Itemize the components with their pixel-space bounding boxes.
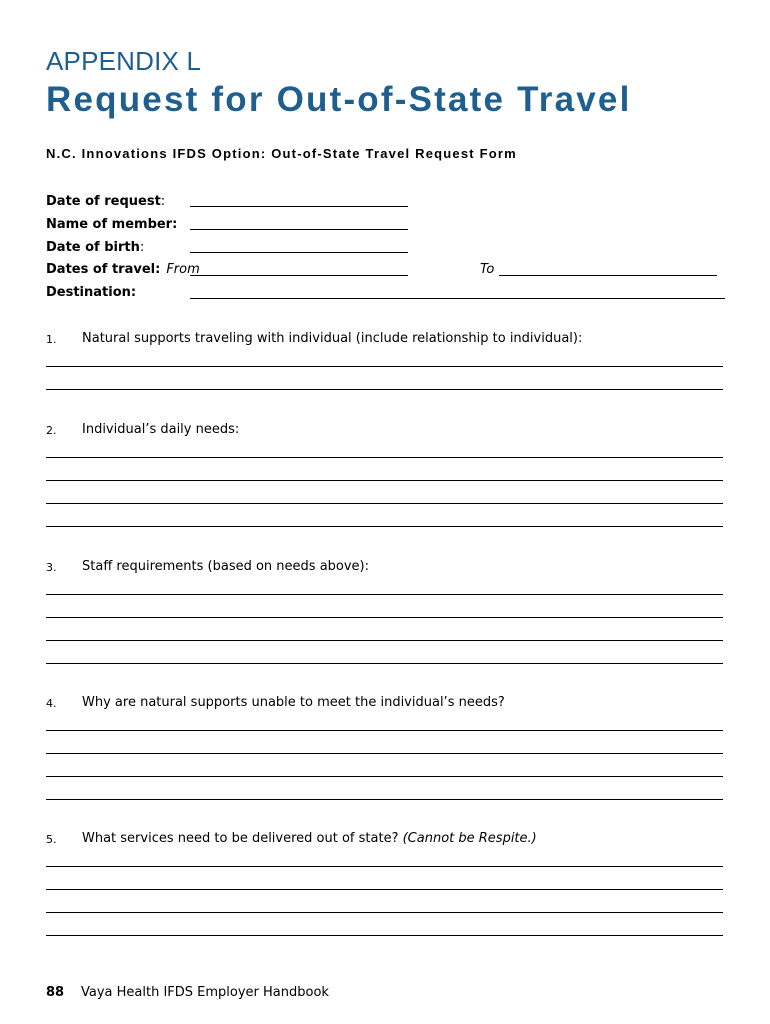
answer-line[interactable]	[46, 457, 723, 458]
name-of-member-label: Name of member:	[46, 217, 178, 232]
answer-line[interactable]	[46, 663, 723, 664]
answer-line[interactable]	[46, 866, 723, 867]
date-of-birth-label	[46, 240, 144, 255]
travel-to-field[interactable]	[499, 275, 717, 276]
colon: :	[139, 240, 145, 255]
date-of-request-label	[46, 194, 165, 209]
question-5-text	[82, 831, 537, 846]
answer-line[interactable]	[46, 776, 723, 777]
answer-line[interactable]	[46, 480, 723, 481]
dates-of-travel-label	[46, 262, 200, 277]
question-1-number: 1.	[46, 333, 57, 346]
page-title: Request for Out-of-State Travel	[46, 80, 632, 119]
answer-line[interactable]	[46, 526, 723, 527]
to-label: To	[480, 262, 495, 277]
question-5-main-text: What services need to be delivered out of state?	[82, 831, 399, 846]
answer-line[interactable]	[46, 730, 723, 731]
answer-line[interactable]	[46, 640, 723, 641]
question-2-number: 2.	[46, 424, 57, 437]
destination-field[interactable]	[190, 298, 725, 299]
question-5-note: (Cannot be Respite.)	[402, 831, 537, 846]
date-of-request-field[interactable]	[190, 206, 408, 207]
answer-line[interactable]	[46, 594, 723, 595]
form-subtitle: N.C. Innovations IFDS Option: Out-of-State Travel Request Form	[46, 146, 517, 161]
date-of-birth-field[interactable]	[190, 252, 408, 253]
page-number: 88	[46, 985, 65, 1000]
answer-line[interactable]	[46, 366, 723, 367]
answer-line[interactable]	[46, 503, 723, 504]
answer-line[interactable]	[46, 912, 723, 913]
answer-line[interactable]	[46, 753, 723, 754]
appendix-label: APPENDIX L	[46, 46, 202, 76]
question-5-number: 5.	[46, 833, 57, 846]
dates-of-travel-text: Dates of travel:	[46, 262, 161, 277]
question-3-text: Staff requirements (based on needs above):	[82, 559, 370, 574]
colon: :	[160, 194, 166, 209]
question-1-text: Natural supports traveling with individual (include relationship to individual):	[82, 331, 583, 346]
question-4-text: Why are natural supports unable to meet the individual’s needs?	[82, 695, 505, 710]
date-of-request-text: Date of request	[46, 194, 161, 209]
answer-line[interactable]	[46, 889, 723, 890]
question-2-text: Individual’s daily needs:	[82, 422, 240, 437]
question-3-number: 3.	[46, 561, 57, 574]
travel-from-field[interactable]	[190, 275, 408, 276]
answer-line[interactable]	[46, 935, 723, 936]
answer-line[interactable]	[46, 389, 723, 390]
question-4-number: 4.	[46, 697, 57, 710]
answer-line[interactable]	[46, 799, 723, 800]
from-label: From	[166, 262, 200, 277]
date-of-birth-text: Date of birth	[46, 240, 140, 255]
footer-handbook-title: Vaya Health IFDS Employer Handbook	[81, 985, 329, 1000]
answer-line[interactable]	[46, 617, 723, 618]
destination-label: Destination:	[46, 285, 137, 300]
name-of-member-field[interactable]	[190, 229, 408, 230]
